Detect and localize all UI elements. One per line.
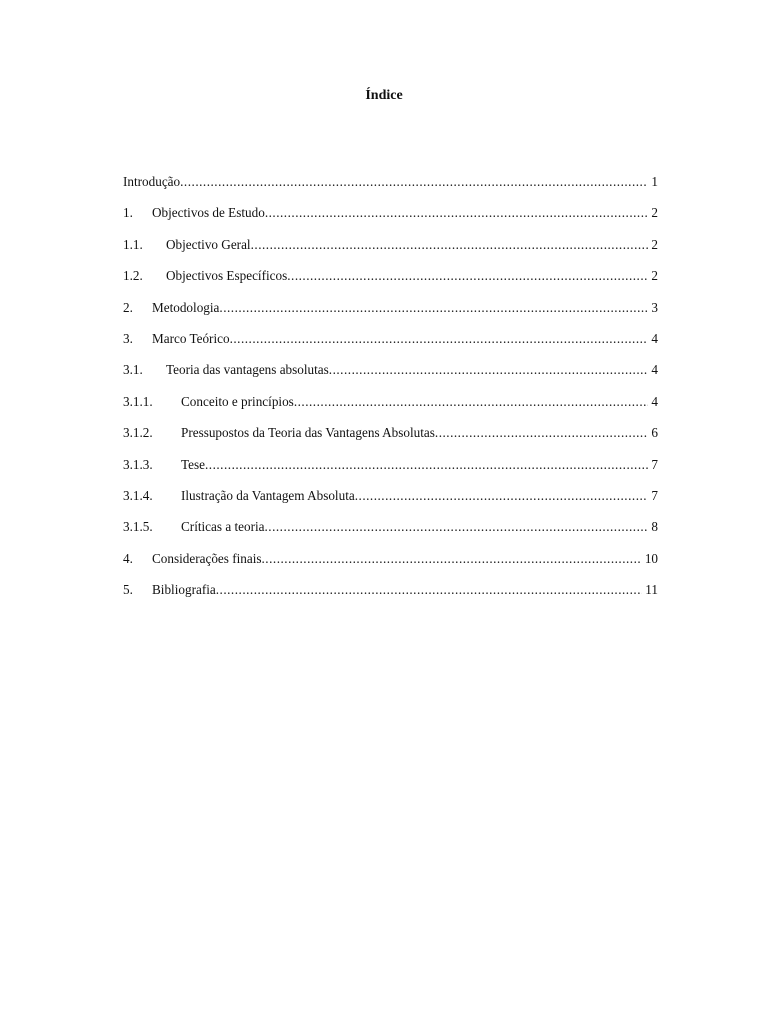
toc-page-number: 10 [644, 550, 658, 566]
dot-leader [355, 485, 649, 507]
toc-page-number: 2 [651, 268, 658, 284]
toc-section-number: 1.1. [123, 236, 143, 252]
toc-entry-consideracoes-finais[interactable] [123, 548, 658, 579]
toc-entry-label: Objectivo Geral [166, 236, 251, 252]
dot-leader [219, 297, 648, 319]
toc-section-number: 3.1.2. [123, 425, 153, 441]
toc-page-number: 4 [651, 362, 658, 378]
page-title: Índice [365, 88, 403, 103]
toc-page-number: 11 [645, 582, 658, 598]
toc-page-number: 6 [651, 425, 658, 441]
toc-entry-marco-teorico[interactable] [123, 328, 658, 359]
toc-section-number: 3. [123, 330, 133, 346]
toc-entry-objectivo-geral[interactable] [123, 234, 658, 265]
toc-entry-introducao[interactable] [123, 171, 658, 202]
dot-leader [294, 391, 649, 413]
toc-page-number: 8 [651, 519, 658, 535]
toc-entry-label: Metodologia [152, 299, 220, 315]
toc-entry-label: Introdução [123, 174, 181, 189]
toc-page-number: 4 [651, 393, 658, 409]
dot-leader [216, 579, 643, 601]
toc-section-number: 5. [123, 582, 133, 598]
toc-entry-label: Tese [181, 456, 205, 472]
toc-entry-teoria-vantagens-absolutas[interactable] [123, 359, 658, 390]
toc-entry-metodologia[interactable] [123, 297, 658, 328]
dot-leader [180, 171, 648, 193]
toc-page-number: 3 [651, 299, 658, 315]
toc-entry-tese[interactable] [123, 454, 658, 485]
toc-section-number: 3.1.4. [123, 487, 153, 503]
toc-section-number: 3.1. [123, 362, 143, 378]
toc-entry-label: Teoria das vantagens absolutas [166, 362, 329, 378]
toc-entry-label: Pressupostos da Teoria das Vantagens Absolutas [181, 425, 435, 441]
toc-entry-conceito-e-principios[interactable] [123, 391, 658, 422]
dot-leader [265, 202, 649, 224]
dot-leader [230, 328, 649, 350]
toc-entry-label: Considerações finais [152, 550, 262, 566]
toc-page-number: 2 [651, 205, 658, 221]
toc-entry-label: Críticas a teoria [181, 519, 265, 535]
toc-section-number: 3.1.3. [123, 456, 153, 472]
dot-leader [435, 422, 649, 444]
toc-section-number: 3.1.5. [123, 519, 153, 535]
toc-section-number: 2. [123, 299, 133, 315]
toc-page-number: 7 [651, 456, 658, 472]
toc-page-number: 2 [651, 236, 658, 252]
toc-entry-label: Conceito e princípios [181, 393, 294, 409]
toc-entry-objectivos-especificos[interactable] [123, 265, 658, 296]
toc-section-number: 4. [123, 550, 133, 566]
toc-entry-bibliografia[interactable] [123, 579, 658, 610]
toc-entry-ilustracao[interactable] [123, 485, 658, 516]
toc-page-number: 1 [651, 174, 658, 189]
toc-page-number: 4 [651, 330, 658, 346]
dot-leader [329, 359, 649, 381]
toc-page-number: 7 [651, 487, 658, 503]
toc-entry-label: Objectivos de Estudo [152, 205, 265, 221]
toc-entry-label: Objectivos Específicos [166, 268, 288, 284]
toc-entry-criticas[interactable] [123, 516, 658, 547]
toc-section-number: 1. [123, 205, 133, 221]
toc-section-number: 3.1.1. [123, 393, 153, 409]
table-of-contents [123, 171, 658, 610]
dot-leader [287, 265, 648, 287]
toc-entry-label: Marco Teórico [152, 330, 230, 346]
toc-entry-label: Bibliografia [152, 582, 216, 598]
toc-entry-objectivos-de-estudo[interactable] [123, 202, 658, 233]
dot-leader [251, 234, 649, 256]
dot-leader [205, 454, 648, 476]
dot-leader [262, 548, 642, 570]
toc-entry-label: Ilustração da Vantagem Absoluta [181, 487, 355, 503]
dot-leader [264, 516, 648, 538]
toc-section-number: 1.2. [123, 268, 143, 284]
toc-entry-pressupostos[interactable] [123, 422, 658, 453]
